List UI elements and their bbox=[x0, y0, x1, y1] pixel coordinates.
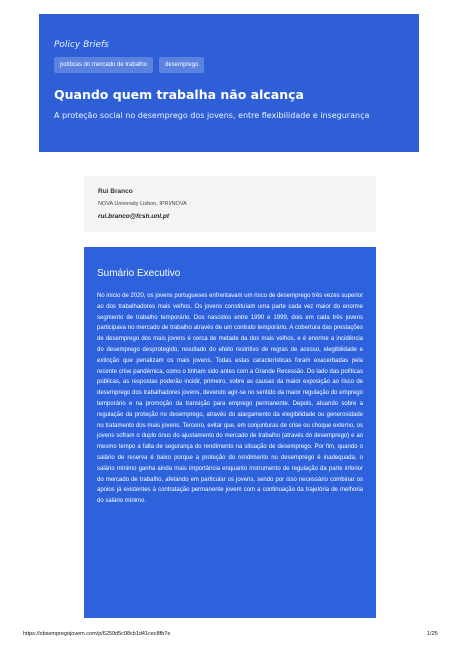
author-affiliation: NOVA University Lisbon, IPRI/NOVA bbox=[98, 201, 187, 207]
page-title: Quando quem trabalha não alcança bbox=[54, 87, 304, 102]
footer-url-link[interactable]: https://obsempregojovem.com/p/6259d5c08cb1d41cec8fb7e bbox=[23, 631, 171, 637]
author-name: Rui Branco bbox=[98, 188, 133, 195]
header-banner bbox=[39, 14, 419, 152]
executive-summary-box bbox=[84, 247, 376, 618]
series-label: Policy Briefs bbox=[54, 40, 109, 50]
summary-paragraph: No início de 2020, os jovens portugueses enfrentavam um risco de desemprego três vezes superior ao dos trabalhadores mais velhos. Os jovens constituíam uma parte cada vez maior do enorme segmento de trabalho temporário. Dos nascidos entre 1990 e 1999, dois em cada três jovens participava no mercado de trabalho através de um contrato temporário. A cobertura das prestações de desemprego dos mais jovens é cerca de metade da dos mais velhos, e é enorme a incidência do desemprego desprotegido, resultado do efeito restritivo de regras de acesso, elegibilidade e extinção que penalizam os mais jovens. Todas estas características foram exacerbadas pela recente crise pandémica, como o tinham sido antes com a Grande Recessão. Do lado das políticas públicas, as respostas poderão incidir, primeiro, sobre as causas da maior exposição ao risco de desemprego dos trabalhadores jovens, devendo agir-se no sentido da maior regulação do emprego temporário e na promoção da transição para emprego permanente. Depois, atuando sobre a regulação da proteção no desemprego, através do alargamento da elegibilidade ou generosidade no tratamento dos mais jovens. Terceiro, evitar que, em conjunturas de crise ou choque externo, os jovens sofram o duplo ónus do ajustamento do mercado de trabalho (através do desemprego) e ao mesmo tempo a falta de segurança do rendimento na situação de desemprego. Por fim, quando o salário de reserva é baixo porque a proteção do rendimento no desemprego é inadequada, o salário mínimo ganha ainda mais importância enquanto instrumento de regulação da parte inferior do mercado de trabalho, afetando em particular os jovens, sendo por isso necessário combinar os apoios já existentes à contratação permanente jovem com a continuação da trajetória de melhoria do salário mínimo. bbox=[97, 293, 363, 505]
page-number: 1/25 bbox=[427, 631, 438, 637]
author-email-link[interactable]: rui.branco@fcsh.unl.pt bbox=[98, 213, 169, 220]
page-subtitle: A proteção social no desemprego dos jovens, entre flexibilidade e insegurança bbox=[54, 111, 370, 120]
tag-labor-market-policies[interactable]: políticas do mercado de trabalho bbox=[54, 57, 153, 73]
tag-unemployment[interactable]: desemprego bbox=[159, 57, 204, 73]
author-card bbox=[84, 176, 376, 232]
summary-heading: Sumário Executivo bbox=[97, 268, 181, 279]
tag-list bbox=[54, 57, 204, 73]
